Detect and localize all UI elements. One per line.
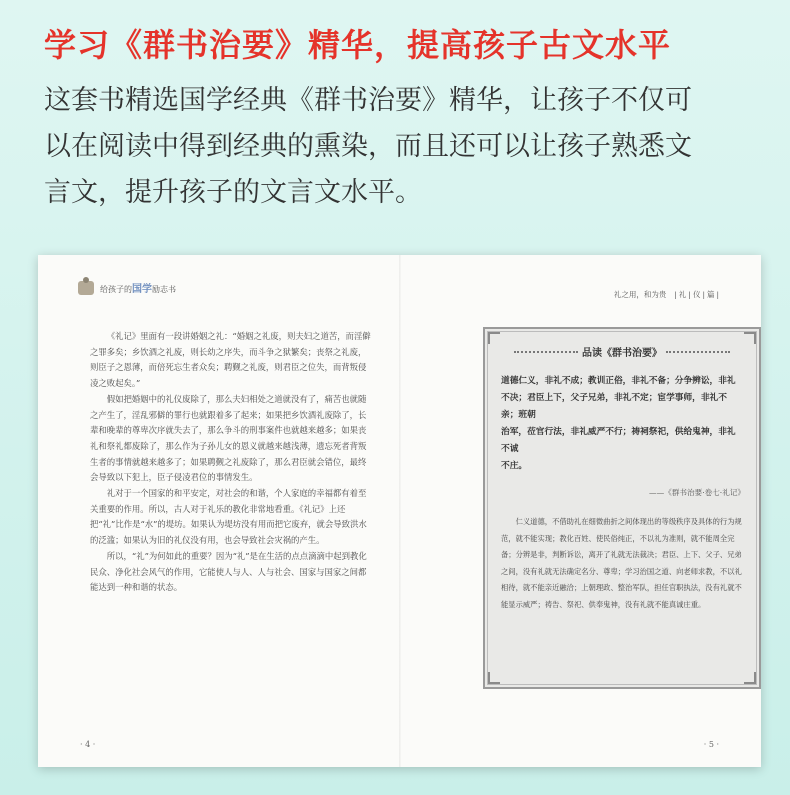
paragraph: 仁义道德，不借助礼在细微曲折之间体现出的等级秩序及具体的行为规范，就不能实现；教化百姓、使民俗纯正，不以礼为准则，就不能周全完备；分辨是非，判断诉讼，离开了礼就无法裁决；君臣、上下、父子、兄弟之间，没有礼就无法确定名分、尊卑；学习治国之道、向老师求教，不以礼相待，就不能亲近融洽；上朝理政、整治军队，担任官职执法，没有礼就不能显示威严；祷告、祭祀、供奉鬼神，没有礼就不能真诚庄重。 [501,517,742,609]
book-spread [38,255,761,767]
left-page [38,255,399,767]
intro-line: 言文，提升孩子的文言文水平。 [44,177,422,208]
headline: 学习《群书治要》精华，提高孩子古文水平 [44,26,672,64]
paragraph: 所以，“礼”为何如此的重要？因为“礼”是在生活的点点滴滴中起到教化民众、净化社会风气的作用，它能使人与人、人与社会、国家与国家之间都能达到一种和谐的状态。 [90,550,367,593]
paragraph: 假如把婚姻中的礼仪废除了，那么夫妇相处之道就没有了，痛苦也就随之产生了，淫乱邪僻的罪行也就跟着多了起来；如果把乡饮酒礼废除了，长辈和晚辈的尊卑次序就失去了，那么争斗的刑事案件也就越来越多；如果丧礼和祭礼都废除了，那么作为子孙儿女的恩义就越来越浅薄，遗忘死者背叛生者的事情就越来越多了；如果聘觐之礼废除了，那么君臣就会错位，最终会导致以下犯上，臣子侵凌君位的事情发生。 [90,393,367,483]
corner-ornament [744,332,756,344]
quote-line: 不决；君臣上下，父子兄弟，非礼不定；宦学事师，非礼不亲；班朝 [501,393,727,420]
explanation-text [501,514,749,613]
intro-line: 以在阅读中得到经典的熏染，而且还可以让孩子熟悉文 [44,131,692,162]
left-body-text [90,329,372,596]
right-page [401,255,761,767]
quote-source: ——《群书治要·卷七·礼记》 [649,488,745,497]
corner-ornament [488,672,500,684]
page-number: · 5 · [703,740,719,749]
divider [514,351,578,353]
intro-text [44,78,744,216]
kids-icon [78,281,94,295]
brand-logo [78,280,176,295]
divider [666,351,730,353]
classic-quote [501,373,741,475]
brand-text: 给孩子的国学励志书 [100,284,176,295]
paragraph: 礼对于一个国家的和平安定，对社会的和谐，个人家庭的幸福都有着至关重要的作用。所以，古人对于礼乐的教化非常地看重。《礼记》上还把“礼”比作是“水”的堤坊。如果认为堤坊没有用而把它废弃，就会导致洪水的泛滥；如果认为旧的礼仪没有用，也会导致社会灾祸的产生。 [90,488,367,546]
box-title-row [485,344,759,359]
page-number: · 4 · [80,740,96,749]
reading-box [483,327,761,689]
paragraph: 《礼记》里面有一段讲婚姻之礼：“婚姻之礼废，则夫妇之道苦，而淫僻之罪多矣；乡饮酒之礼废，则长幼之序失，而斗争之狱繁矣；丧祭之礼废，则臣子之恩薄，而倍死忘生者众矣；聘觐之礼废，则君臣之位失，而背叛侵凌之败起矣。” [90,331,371,389]
quote-line: 治军，莅官行法，非礼威严不行；祷祠祭祀，供给鬼神，非礼不诚 [501,427,736,454]
intro-line: 这套书精选国学经典《群书治要》精华，让孩子不仅可 [44,85,692,116]
quote-line: 道德仁义，非礼不成；教训正俗，非礼不备；分争辨讼，非礼 [501,376,736,386]
corner-ornament [488,332,500,344]
box-title: 品读《群书治要》 [582,348,662,359]
corner-ornament [744,672,756,684]
quote-line: 不庄。 [501,461,528,471]
running-head: 礼之用，和为贵 |礼|仪|篇| [613,290,721,299]
